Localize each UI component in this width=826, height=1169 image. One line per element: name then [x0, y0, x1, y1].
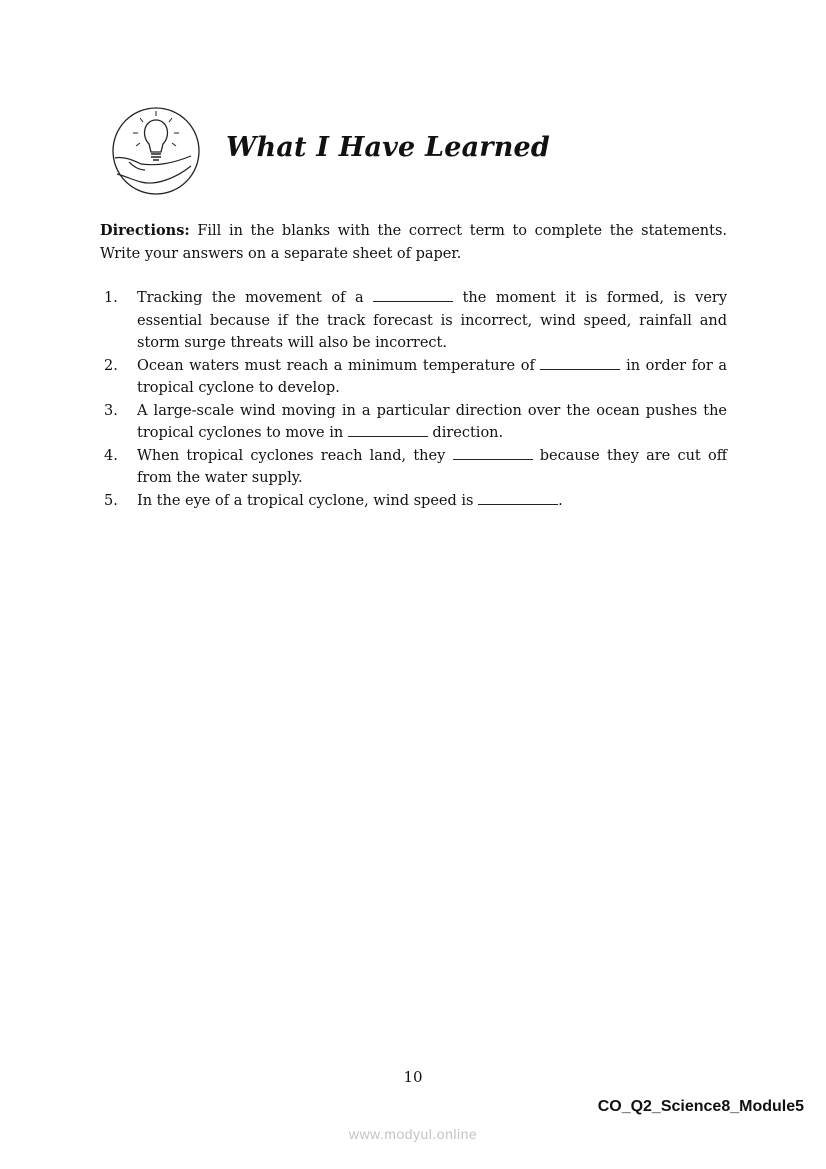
- question-number: 4.: [104, 447, 118, 464]
- lightbulb-in-hand-icon: [111, 106, 201, 196]
- page-number: 10: [403, 1068, 423, 1086]
- question-item: [100, 287, 727, 355]
- question-text: When tropical cyclones reach land, they: [137, 447, 446, 464]
- directions: [100, 220, 727, 265]
- directions-label: Directions:: [100, 222, 190, 239]
- question-text: Ocean waters must reach a minimum temperature of: [137, 357, 535, 374]
- question-text: Tracking the movement of a: [137, 290, 364, 306]
- question-number: 3.: [104, 402, 118, 419]
- answer-blank: [373, 287, 453, 302]
- question-text: because they are cut off from the water supply.: [137, 447, 728, 486]
- question-number: 5.: [104, 492, 118, 509]
- answer-blank: [453, 445, 533, 460]
- section-title: What I Have Learned: [226, 132, 550, 163]
- question-text: In the eye of a tropical cyclone, wind speed is: [137, 492, 474, 509]
- question-number: 2.: [104, 357, 118, 374]
- question-text: A large-scale wind moving in a particular direction over the ocean pushes the tropical cyclones to move in: [137, 402, 727, 441]
- question-text: .: [558, 492, 563, 509]
- question-item: [100, 400, 727, 445]
- question-text: in order for a tropical cyclone to develop.: [137, 357, 728, 396]
- watermark: www.modyul.online: [348, 1126, 478, 1142]
- question-item: [100, 445, 727, 490]
- question-text: direction.: [432, 425, 504, 441]
- directions-text: Fill in the blanks with the correct term to complete the statements. Write your answers on a separate sheet of paper.: [100, 223, 727, 262]
- module-code-footer: CO_Q2_Science8_Module5: [597, 1098, 804, 1115]
- question-item: [100, 490, 727, 513]
- question-item: [100, 355, 727, 400]
- question-text: the moment it is formed, is very essential because if the track forecast is incorrect, wind speed, rainfall and storm surge threats will also be incorrect.: [137, 290, 728, 351]
- question-number: 1.: [104, 290, 118, 306]
- answer-blank: [478, 490, 558, 505]
- answer-blank: [540, 355, 620, 370]
- question-list: [100, 287, 727, 512]
- answer-blank: [348, 422, 428, 437]
